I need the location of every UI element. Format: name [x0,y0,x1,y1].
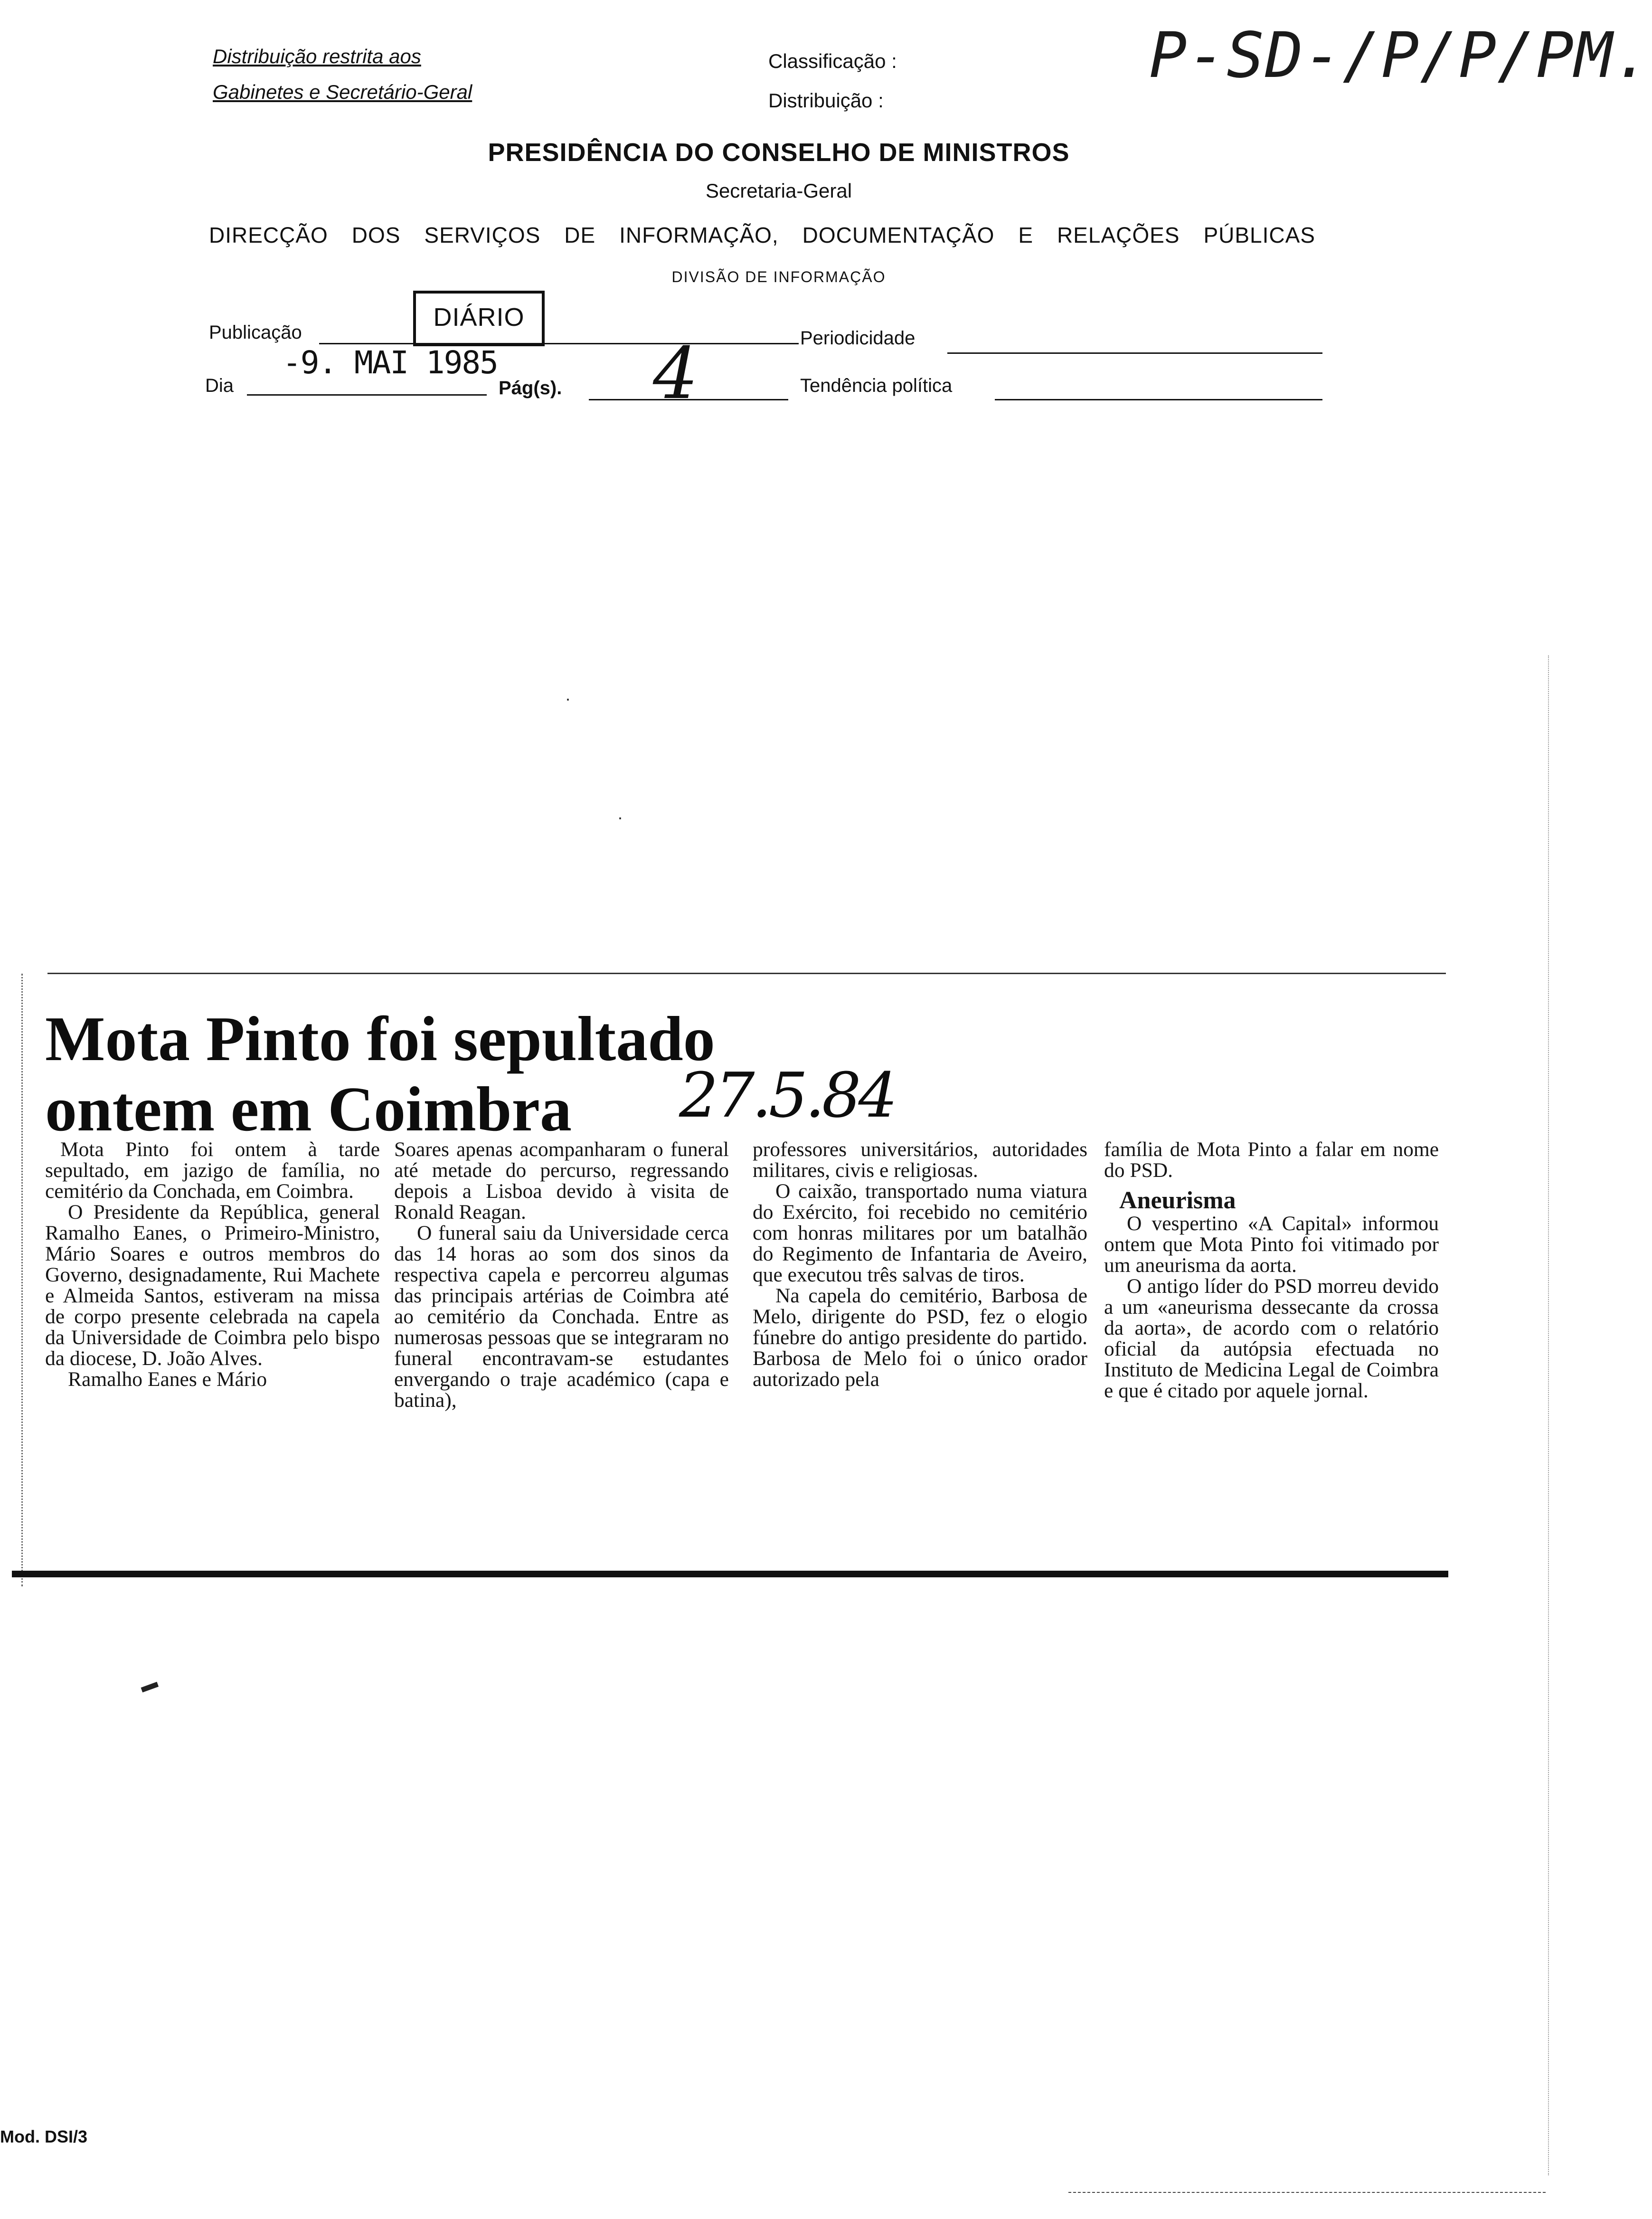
distribuicao-label: Distribuição : [768,89,884,112]
pags-label: Pág(s). [499,378,562,398]
divisao-informacao-heading: DIVISÃO DE INFORMAÇÃO [671,268,886,285]
presidencia-heading: PRESIDÊNCIA DO CONSELHO DE MINISTROS [488,138,1070,167]
pags-handwritten: 4 [653,332,699,415]
periodicidade-line [947,352,1322,354]
direccao-word: INFORMAÇÃO, [619,223,779,247]
form-model-label: Mod. DSI/3 [0,2127,88,2146]
paragraph: Na capela do cemitério, Barbosa de Melo, dirigente do PSD, fez o elogio fúnebre do antigo presidente do partido. Barbosa de Melo foi o único orador autorizado pela [753,1284,1087,1391]
article-title-line1: Mota Pinto foi sepultado [45,1004,715,1074]
paragraph: Mota Pinto foi ontem à tarde sepultado, em jazigo de família, no cemitério da Conchada, em Coimbra. [45,1138,380,1203]
paragraph: O Presidente da República, general Ramalho Eanes, o Primeiro-Ministro, Mário Soares e outros membros do Governo, designadamente, Rui Machete e Almeida Santos, estiveram na missa de corpo presente celebrada na capela da Universidade de Coimbra pelo bispo da diocese, D. João Alves. [45,1201,380,1370]
clipping-top-border [47,973,1446,974]
article-column-1 [45,1139,380,1390]
publicacao-stamp: DIÁRIO [413,291,545,346]
direccao-word: DIRECÇÃO [209,223,328,247]
direccao-word: E [1018,223,1033,247]
restricted-distribution-line1: Distribuição restrita aos [213,45,421,67]
tendencia-label: Tendência política [800,375,953,396]
direccao-word: DOS [351,223,401,247]
paragraph: O antigo líder do PSD morreu devido a um «aneurisma dessecante da crossa da aorta», de acordo com o relatório oficial da autópsia efectuada no Instituto de Medicina Legal de Coimbra e que é citado por aquele jornal. [1104,1275,1439,1402]
page-right-edge [1548,655,1549,2175]
tendencia-line [995,399,1322,400]
paragraph: O funeral saiu da Universidade cerca das 14 horas ao som dos sinos da respectiva capela e percorreu algumas das principais artérias de Coimbra até ao cemitério da Conchada. Entre as numerosas pessoas que se integraram no funeral encontravam-se estudantes envergando o traje académico (capa e batina), [394,1222,729,1412]
dia-label: Dia [205,375,234,396]
article-column-3 [753,1139,1087,1390]
dia-line [247,394,487,396]
article-column-4 [1104,1139,1439,1401]
direccao-word: DOCUMENTAÇÃO [802,223,995,247]
paragraph: família de Mota Pinto a falar em nome do PSD. [1104,1138,1439,1182]
classificacao-label: Classificação : [768,50,897,72]
secretaria-geral-heading: Secretaria-Geral [705,180,852,202]
direccao-word: DE [564,223,596,247]
article-title-line2: ontem em Coimbra [45,1074,572,1144]
periodicidade-label: Periodicidade [800,328,916,349]
subheading-aneurisma: Aneurisma [1119,1187,1236,1214]
paragraph: O vespertino «A Capital» informou ontem que Mota Pinto foi vitimado por um aneurisma da aorta. [1104,1212,1439,1277]
paragraph: Ramalho Eanes e Mário [68,1368,267,1391]
direccao-word: SERVIÇOS [424,223,541,247]
scan-speck: ▬ [137,1672,160,1696]
direccao-word: RELAÇÕES [1057,223,1180,247]
dia-date-stamp: -9. MAI 1985 [283,344,498,381]
scan-speck: · [617,807,623,827]
direccao-word: PÚBLICAS [1203,223,1315,247]
paragraph: O caixão, transportado numa viatura do Exército, foi recebido no cemitério com honras militares por um batalhão do Regimento de Infantaria de Aveiro, que executou três salvas de tiros. [753,1180,1087,1286]
paragraph: professores universitários, autoridades militares, civis e religiosas. [753,1138,1087,1182]
handwritten-reference: P-SD-/P/P/PM. [1149,19,1652,92]
scan-speck: · [565,689,571,708]
clipping-left-edge [21,974,23,1586]
publicacao-label: Publicação [209,322,302,343]
clipping-bottom-border [12,1571,1448,1577]
paragraph: Soares apenas acompanharam o funeral até metade do percurso, regressando depois a Lisboa devido à visita de Ronald Reagan. [394,1138,729,1223]
handwritten-date: 27.5.84 [679,1059,895,1131]
direccao-heading [209,222,1315,248]
article-column-2 [394,1139,729,1411]
footer-rule [1068,2192,1546,2193]
restricted-distribution-line2: Gabinetes e Secretário-Geral [213,81,472,103]
